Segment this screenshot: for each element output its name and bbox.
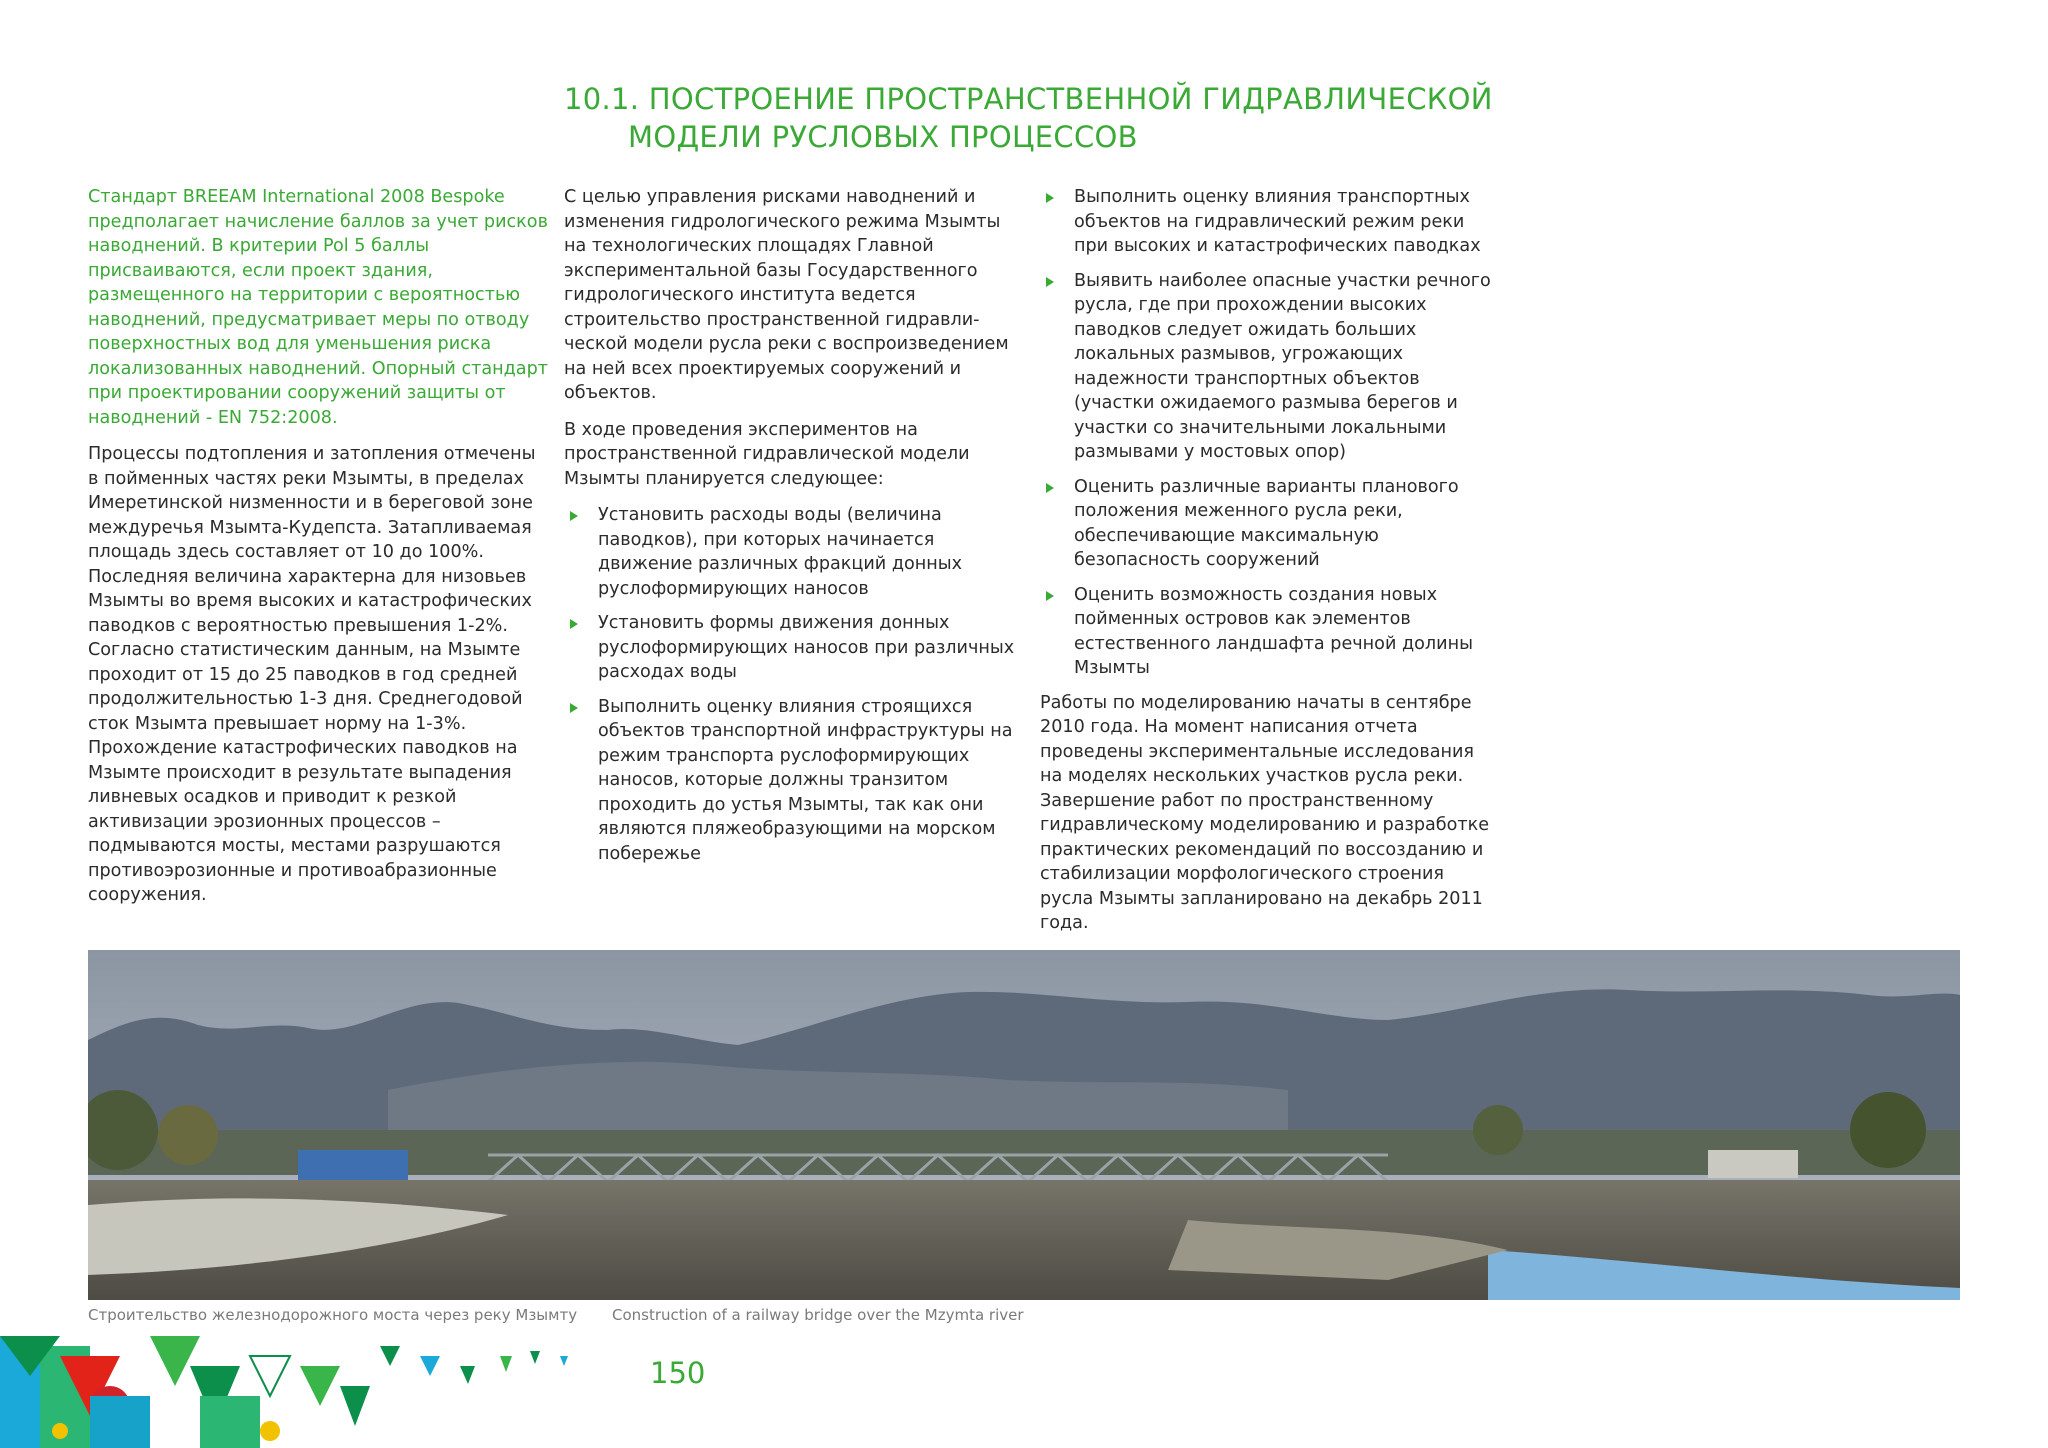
page-title — [564, 80, 1564, 156]
model-purpose-paragraph: С целью управления рисками наводнений и изменения гидрологического режима Мзымты на технологических площадях Главной экспериментальной базы Государственного гидрологического института ведется строительство пространственной гидравли-ческой модели русла реки с воспроизведением на ней всех проектируемых сооружений и объектов. — [564, 187, 1009, 403]
bullet-arrow-icon — [570, 511, 578, 521]
experiments-list — [564, 503, 1024, 866]
photo-caption-en: Construction of a railway bridge over the Mzymta river — [612, 1306, 1024, 1324]
column-3 — [1040, 185, 1500, 948]
photo-caption-ru: Строительство железнодорожного моста через реку Мзымту — [88, 1306, 578, 1324]
decorative-pattern — [0, 1336, 600, 1448]
list-item: Установить формы движения донных руслоформирующих наносов при различных расходах воды — [564, 611, 1024, 685]
bullet-arrow-icon — [1046, 277, 1054, 287]
modeling-status-paragraph: Работы по моделированию начаты в сентябре 2010 года. На момент написания отчета проведены экспериментальные исследования на моделях нескольких участков русла реки. Завершение работ по пространственному гидравлическому моделированию и разработке практических рекомендаций по воссозданию и стабилизации морфологического строения русла Мзымты запланировано на декабрь 2011 года. — [1040, 692, 1490, 933]
list-item: Выполнить оценку влияния строящихся объектов транспортной инфраструктуры на режим транспорта руслоформирующих наносов, которые должны транзитом проходить до устья Мзымты, так как они являются пляжеобразующими на морском побережье — [564, 695, 1024, 867]
bullet-arrow-icon — [1046, 591, 1054, 601]
list-item: Установить расходы воды (величина паводков), при которых начинается движение различных фракций донных руслоформирующих наносов — [564, 503, 1024, 601]
landscape-illustration — [88, 950, 1960, 1300]
bullet-arrow-icon — [570, 703, 578, 713]
list-item: Оценить возможность создания новых пойменных островов как элементов естественного ландшафта речной долины Мзымты — [1040, 583, 1500, 681]
list-item: Выполнить оценку влияния транспортных объектов на гидравлический режим реки при высоких и катастрофических паводках — [1040, 185, 1500, 259]
flooding-description: Процессы подтопления и затопления отмечены в пойменных частях реки Мзымты, в пределах Имеретинской низменности и в береговой зоне междуречья Мзымта-Кудепста. Затапливаемая площадь здесь составляет от 10 до 100%. Последняя величина характерна для низовьев Мзымты во время высоких и катастрофических паводков с вероятностью превышения 1-2%. Согласно статистическим данным, на Мзымте проходит от 15 до 25 паводков в год средней продолжительностью 1-3 дня. Среднегодовой сток Мзымта превышает норму на 1-3%. Прохождение катастрофических паводков на Мзымте происходит в результате выпадения ливневых осадков и приводит к резкой активизации эрозионных процессов – подмываются мосты, местами разрушаются противоэрозионные и противоабразионные сооружения. — [88, 444, 536, 905]
title-line-1: 10.1. ПОСТРОЕНИЕ ПРОСТРАНСТВЕННОЙ ГИДРАВЛИЧЕСКОЙ — [564, 82, 1493, 116]
river-bridge-photo — [88, 950, 1960, 1300]
title-line-2: МОДЕЛИ РУСЛОВЫХ ПРОЦЕССОВ — [628, 120, 1138, 154]
column-2 — [564, 185, 1024, 876]
bullet-arrow-icon — [570, 619, 578, 629]
experiments-list-continued — [1040, 185, 1500, 681]
list-item: Выявить наиболее опасные участки речного русла, где при прохождении высоких паводков следует ожидать больших локальных размывов, угрожающих надежности транспортных объектов (участки ожидаемого размыва берегов и участки со значительными локальными размывами у мостовых опор) — [1040, 269, 1500, 465]
breeam-intro: Стандарт BREEAM International 2008 Bespoke предполагает начисление баллов за учет рисков наводнений. В критерии Pol 5 баллы присваиваются, если проект здания, размещенного на территории с вероятностью наводнений, предусматривает меры по отводу поверхностных вод для уменьшения риска локализованных наводнений. Опорный стандарт при проектировании сооружений защиты от наводнений - EN 752:2008. — [88, 187, 549, 428]
list-item: Оценить различные варианты планового положения меженного русла реки, обеспечивающие максимальную безопасность сооружений — [1040, 475, 1500, 573]
experiments-intro: В ходе проведения экспериментов на пространственной гидравлической модели Мзымты планируется следующее: — [564, 419, 970, 489]
bullet-arrow-icon — [1046, 193, 1054, 203]
page-number: 150 — [650, 1356, 706, 1390]
column-1 — [88, 185, 548, 920]
bullet-arrow-icon — [1046, 483, 1054, 493]
